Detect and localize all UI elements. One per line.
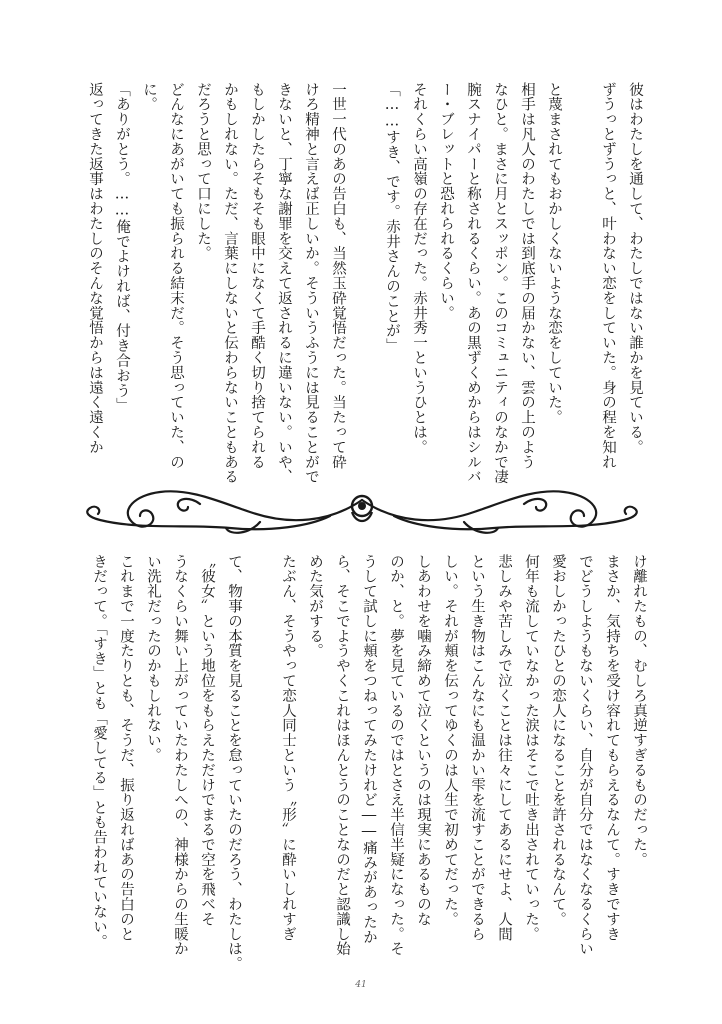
text-line: て、物事の本質を見ることを怠っていたのだろう、わたしは。 (226, 554, 242, 972)
text-line: 彼はわたしを通して、わたしではない誰かを見ている。 (627, 82, 643, 455)
text-line: これまで一度たりとも、そうだ、振り返ればあの告白のと (118, 554, 134, 942)
text-line: きないと、丁寧な謝罪を交えて返されるに違いない。いや、 (276, 82, 292, 485)
text-line: 何年も流していなかった涙はそこで吐き出されていった。 (523, 554, 539, 942)
text-line: けろ精神と言えば正しいか。そういうふうには見ることがで (303, 82, 319, 485)
upper-text-block (73, 82, 648, 485)
text-line: でどうしようもないくらい、自分が自分ではなくなるくらい (577, 554, 593, 957)
text-line: ー・ブレットと恐れられるくらい。 (438, 82, 454, 321)
text-line: ら、そこでようやくこれはほんとうのことなのだと認識し始 (334, 554, 350, 957)
text-line: しい。それが頬を伝ってゆくのは人生で初めてだった。 (442, 554, 458, 927)
text-line: 一世一代のあの告白も、当然玉砕覚悟だった。当たって砕 (330, 82, 346, 470)
text-line: という生き物はこんなにも温かい雫を流すことができるら (469, 554, 485, 942)
text-line: と蔑まされてもおかしくないような恋をしていた。 (546, 82, 562, 425)
text-line: うして試しに頬をつねってみたけれど――痛みがあったか (361, 554, 377, 945)
text-line: しあわせを噛み締めて泣くというのは現実にあるものな (415, 554, 431, 927)
text-line: もしかしたらそもそも眼中になくて手酷く切り捨てられる (249, 82, 265, 470)
text-line: 腕スナイパーと称されるくらい。あの黒ずくめからはシルバ (465, 82, 481, 485)
text-line: のか、と。夢を見ているのではとさえ半信半疑になった。そ (388, 554, 404, 957)
text-line: い洗礼だったのかもしれない。 (145, 554, 161, 763)
page-number: 41 (355, 980, 367, 990)
text-line: け離れたもの、むしろ真逆すぎるものだった。 (631, 554, 647, 867)
text-line: それくらい高嶺の存在だった。赤井秀一というひとは。 (411, 82, 427, 455)
text-line: に。 (141, 82, 157, 112)
text-line: だろうと思って口にした。 (195, 82, 211, 261)
text-line: 「ありがとう。……俺でよければ、付き合おう」 (114, 82, 130, 413)
text-line: 相手は凡人のわたしでは到底手の届かない、雲の上のよう (519, 82, 535, 470)
lower-text-block (72, 554, 652, 972)
text-line: 愛おしかったひとの恋人になることを許されるなんて。 (550, 554, 566, 927)
text-line: きだって。「すき」とも「愛してる」とも告われていない。 (91, 554, 107, 950)
text-line: ずうっとずうっと、叶わない恋をしていた。身の程を知れ (600, 82, 616, 470)
text-line: うなくらい舞い上がっていたわたしへの、神様からの生暖か (172, 554, 188, 957)
text-line: たぶん、そうやって恋人同士という〝形〟に酔いしれすぎ (280, 554, 296, 942)
text-line: 「……すき、です。赤井さんのことが」 (384, 82, 400, 354)
text-line: めた気がする。 (307, 554, 323, 659)
flourish-divider-ornament (80, 482, 645, 542)
text-line: 返ってきた返事はわたしのそんな覚悟からは遠く遠くか (87, 82, 103, 455)
text-line: 〝彼女〟という地位をもらえただけでまるで空を飛べそ (199, 554, 215, 927)
text-line: 悲しみや苦しみで泣くことは往々にしてあるにせよ、人間 (496, 554, 512, 942)
text-line: まさか、気持ちを受け容れてもらえるなんて。すきですき (604, 554, 620, 942)
text-line: なひと。まさに月とスッポン。このコミュニティのなかで凄 (492, 82, 508, 485)
text-line: かもしれない。ただ、言葉にしないと伝わらないこともある (222, 82, 238, 485)
text-line: どんなにあがいても振られる結末だ。そう思っていた、の (168, 82, 184, 470)
